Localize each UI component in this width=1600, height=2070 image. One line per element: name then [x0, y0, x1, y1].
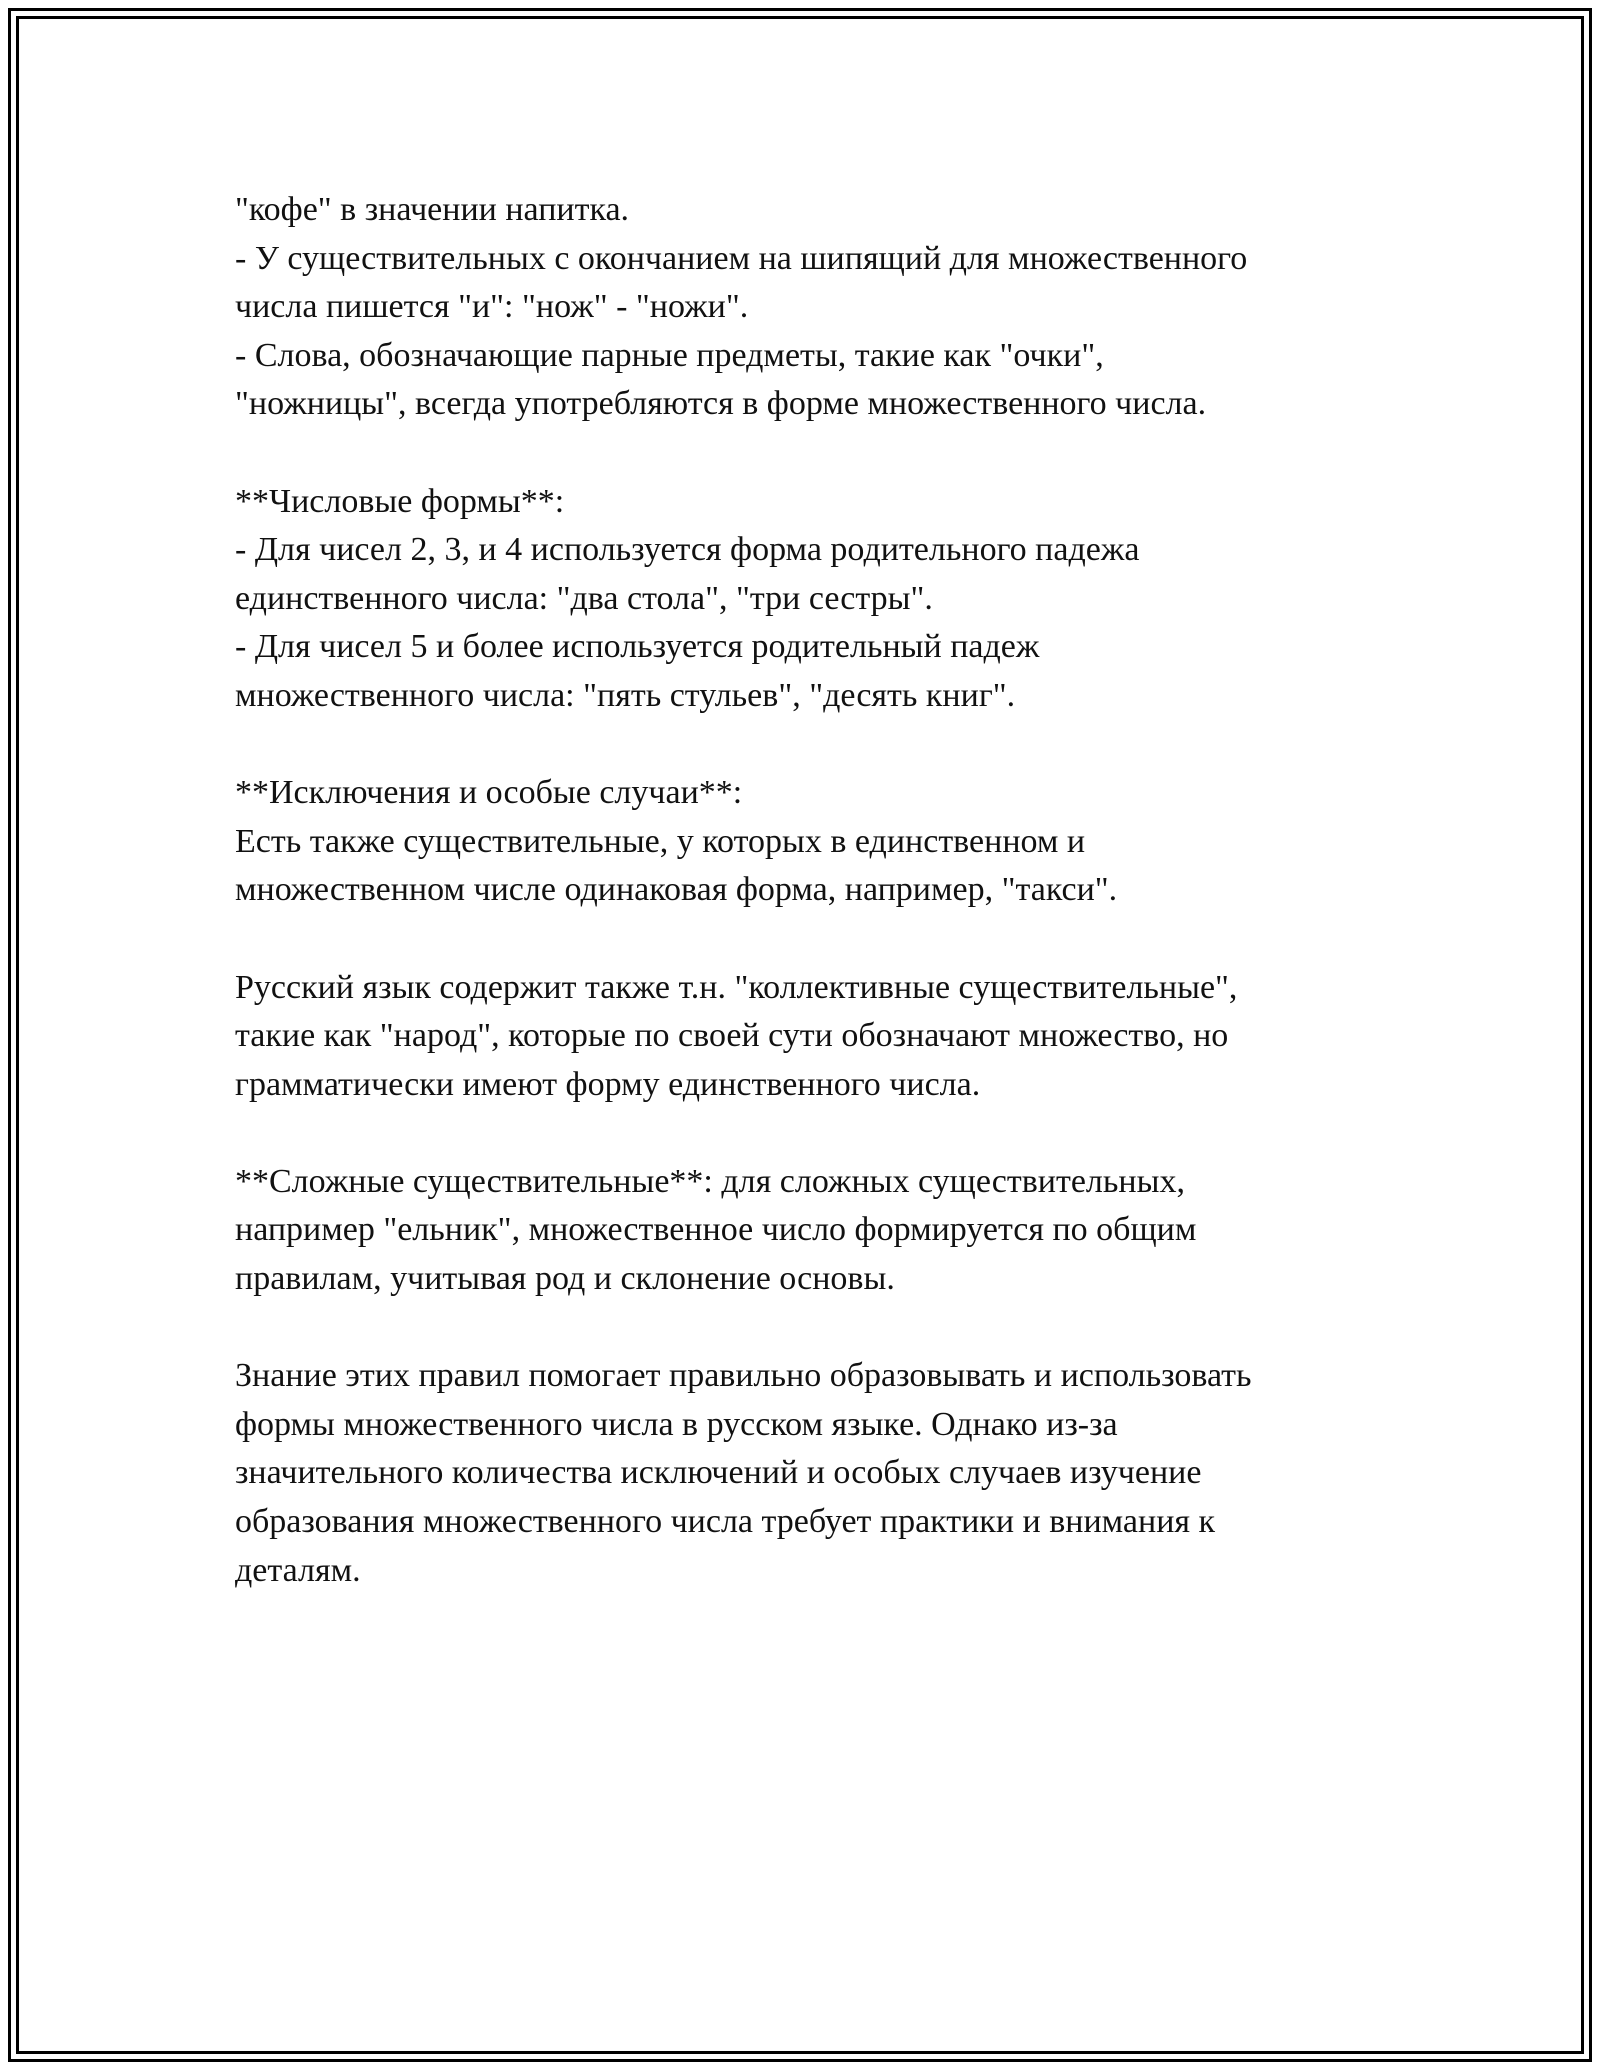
text-line: образования множественного числа требует практики и внимания к	[235, 1503, 1216, 1541]
text-line: "ножницы", всегда употребляются в форме множественного числа.	[235, 385, 1207, 423]
paragraph-compound-nouns	[235, 1158, 1395, 1304]
text-line: - Для чисел 5 и более используется родительный падеж	[235, 628, 1040, 666]
paragraph-number-forms	[235, 478, 1395, 721]
text-line: множественного числа: "пять стульев", "десять книг".	[235, 676, 1016, 714]
text-line: - Слова, обозначающие парные предметы, такие как "очки",	[235, 336, 1104, 374]
text-line: формы множественного числа в русском языке. Однако из-за	[235, 1405, 1118, 1443]
text-line: - Для чисел 2, 3, и 4 используется форма родительного падежа	[235, 531, 1140, 569]
text-line: числа пишется "и": "нож" - "ножи".	[235, 288, 749, 326]
text-line: правилам, учитывая род и склонение основы.	[235, 1260, 895, 1298]
text-line: **Числовые формы**:	[235, 482, 565, 520]
text-line: Есть также существительные, у которых в единственном и	[235, 822, 1086, 860]
text-line: Русский язык содержит также т.н. "коллективные существительные",	[235, 968, 1238, 1006]
text-line: множественном числе одинаковая форма, например, "такси".	[235, 871, 1118, 909]
paragraph-noun-plural-rules	[235, 186, 1395, 429]
text-line: грамматически имеют форму единственного числа.	[235, 1065, 981, 1103]
paragraph-conclusion	[235, 1352, 1395, 1595]
text-line: единственного числа: "два стола", "три сестры".	[235, 579, 933, 617]
text-line: например "ельник", множественное число формируется по общим	[235, 1211, 1197, 1249]
text-line: **Сложные существительные**: для сложных существительных,	[235, 1162, 1185, 1200]
text-line: - У существительных с окончанием на шипящий для множественного	[235, 239, 1248, 277]
paragraph-collective-nouns	[235, 964, 1395, 1110]
text-line: значительного количества исключений и особых случаев изучение	[235, 1454, 1202, 1492]
text-line: **Исключения и особые случаи**:	[235, 774, 743, 812]
text-line: деталям.	[235, 1551, 361, 1589]
paragraph-exceptions	[235, 769, 1395, 915]
text-line: Знание этих правил помогает правильно образовывать и использовать	[235, 1357, 1252, 1395]
document-body	[235, 186, 1395, 1595]
text-line: такие как "народ", которые по своей сути обозначают множество, но	[235, 1017, 1229, 1055]
text-line: "кофе" в значении напитка.	[235, 191, 630, 228]
